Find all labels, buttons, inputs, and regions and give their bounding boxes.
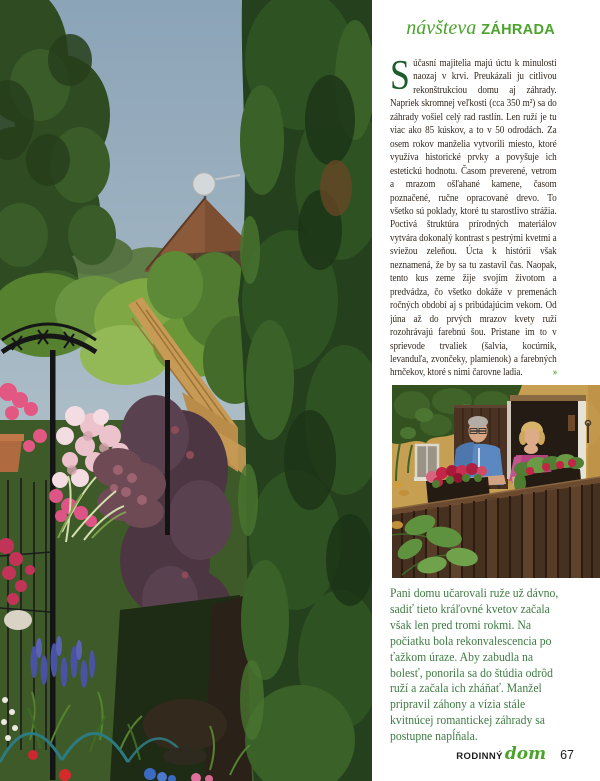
page-number: 67	[560, 748, 574, 762]
continuation-mark: »	[552, 366, 557, 379]
page-footer	[390, 744, 574, 764]
magazine-brand-caps: RODINNÝ	[456, 751, 503, 762]
balcony-couple-photo	[392, 385, 600, 578]
article-body	[390, 57, 557, 383]
photo-caption: Pani domu učarovali ruže už dávno, sadiť tieto kráľovné kvetov začala však len pred tromi rokmi. Na počiatku bola rekonvalescencia po ťažkom úraze. Aby zabudla na bolesť, ponorila sa do štúdia odrôd ruží a začala ich zháňať. Manžel pripravil záhony a vízia stále kvitnúcej romantickej záhrady sa postupne napĺňala.	[390, 585, 559, 744]
text-column	[390, 0, 600, 781]
balcony-photo-art	[392, 385, 600, 578]
section-name-bold: ZÁHRADA	[481, 22, 555, 38]
magazine-brand-script: dom	[504, 744, 547, 764]
section-name-italic: návšteva	[406, 17, 477, 39]
drop-cap: S	[390, 57, 410, 99]
section-header	[390, 17, 555, 40]
article-paragraph: účasní majitelia majú úctu k minulosti naozaj v krvi. Preukázali ju citlivou rekonštrukciou domu aj záhrady. Napriek skromnej veľkosti (cca 350 m²) sa do záhrady vošiel celý rad rastlín. Len ruží je tu viac ako 85 kúskov, a to v 50 odrodách. Za osem rokov manželia vytvorili miesto, ktoré využíva historické prvky a povyšuje ich estetickú hodnotu. Časom preverené, vetrom a mrazom ošľahané kamene, časom poznačené, ručne opracované drevo. To všetko sú poklady, ktoré tu starostlivo strážia. Poctivá štruktúra prírodných materiálov vytvára dokonalý kontrast s pestrými kvetmi a sviežou zeleňou. Úcta k histórii však neznamená, že by sa tu zastavil čas. Naopak, tento kus zeme žije svojím životom a predvádza, čo všetko dokáže v premenách ročných období aj s pribúdajúcim vekom. Od júna až do prvých mrazov kvety ruží rozohrávajú farebnú šou. Pristane im to v sprievode trvaliek (šalvia, kocúrnik, levanduľa, zvončeky, plamienok) a farebných hrnčekov, ktoré s nimi čarovne ladia.	[390, 57, 557, 379]
